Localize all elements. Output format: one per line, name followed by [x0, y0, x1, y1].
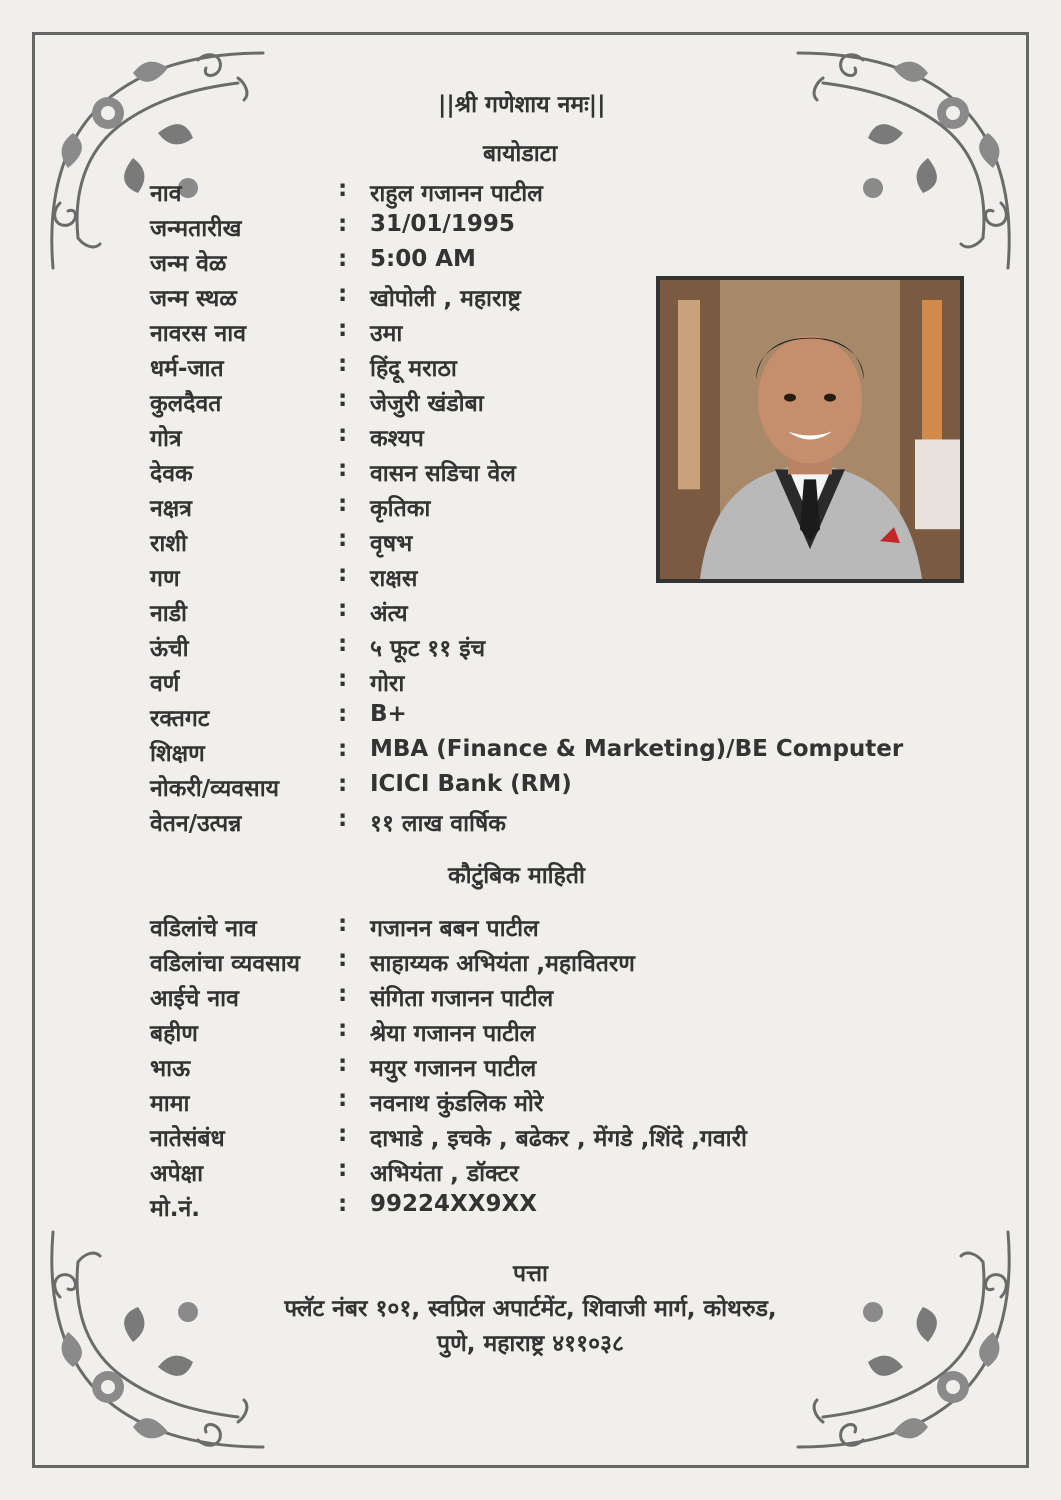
field-separator: : [338, 596, 348, 622]
field-value: गजानन बबन पाटील [370, 916, 539, 942]
field-separator: : [338, 421, 348, 447]
field-separator: : [338, 211, 348, 237]
field-label: गोत्र [150, 426, 182, 452]
field-separator: : [338, 1016, 348, 1042]
field-separator: : [338, 1191, 348, 1217]
field-separator: : [338, 911, 348, 937]
field-label: मामा [150, 1091, 190, 1117]
field-label: जन्मतारीख [150, 216, 242, 242]
field-separator: : [338, 1156, 348, 1182]
field-label: नाव [150, 181, 182, 207]
field-value: जेजुरी खंडोबा [370, 391, 484, 417]
field-value: ५ फूट ११ इंच [370, 636, 486, 662]
field-separator: : [338, 736, 348, 762]
field-value: वासन सडिचा वेल [370, 461, 516, 487]
field-separator: : [338, 946, 348, 972]
field-label: नक्षत्र [150, 496, 192, 522]
address-line-2: पुणे, महाराष्ट्र ४११०३८ [437, 1331, 624, 1357]
field-value: वृषभ [370, 531, 413, 557]
field-label: नातेसंबंध [150, 1126, 225, 1152]
address-title: पत्ता [513, 1261, 548, 1287]
field-label: बहीण [150, 1021, 198, 1047]
field-separator: : [338, 701, 348, 727]
field-separator: : [338, 806, 348, 832]
field-separator: : [338, 281, 348, 307]
field-label: देवक [150, 461, 193, 487]
field-value: B+ [370, 701, 407, 727]
field-separator: : [338, 456, 348, 482]
field-value: कश्यप [370, 426, 424, 452]
field-value: राक्षस [370, 566, 418, 592]
field-label: गण [150, 566, 180, 592]
field-label: आईचे नाव [150, 986, 239, 1012]
field-label: नाडी [150, 601, 187, 627]
field-label: नावरस नाव [150, 321, 246, 347]
field-value: 31/01/1995 [370, 211, 515, 237]
field-label: वडिलांचे नाव [150, 916, 257, 942]
field-separator: : [338, 1121, 348, 1147]
field-label: भाऊ [150, 1056, 191, 1082]
field-label: ऊंची [150, 636, 189, 662]
field-label: नोकरी/व्यवसाय [150, 776, 279, 802]
field-label: धर्म-जात [150, 356, 224, 382]
field-value: उमा [370, 321, 403, 347]
field-label: अपेक्षा [150, 1161, 204, 1187]
field-separator: : [338, 631, 348, 657]
family-info-heading: कौटुंबिक माहिती [448, 863, 585, 889]
field-separator: : [338, 981, 348, 1007]
field-value: नवनाथ कुंडलिक मोरे [370, 1091, 544, 1117]
field-separator: : [338, 561, 348, 587]
field-label: जन्म स्थळ [150, 286, 237, 312]
field-separator: : [338, 1086, 348, 1112]
field-value: ११ लाख वार्षिक [370, 811, 506, 837]
field-value: गोरा [370, 671, 405, 697]
field-value: दाभाडे , इचके , बढेकर , मेंगडे ,शिंदे ,गवारी [370, 1126, 747, 1152]
field-separator: : [338, 351, 348, 377]
field-value: मयुर गजानन पाटील [370, 1056, 537, 1082]
field-separator: : [338, 176, 348, 202]
field-value: खोपोली , महाराष्ट्र [370, 286, 521, 312]
field-separator: : [338, 386, 348, 412]
field-value: कृतिका [370, 496, 431, 522]
invocation-heading: ||श्री गणेशाय नमः|| [438, 92, 606, 118]
field-label: जन्म वेळ [150, 251, 227, 277]
address-line-1: फ्लॅट नंबर १०१, स्वप्रिल अपार्टमेंट, शिवाजी मार्ग, कोथरुड, [284, 1296, 777, 1322]
field-label: वेतन/उत्पन्न [150, 811, 242, 837]
field-label: राशी [150, 531, 187, 557]
field-label: रक्तगट [150, 706, 210, 732]
field-separator: : [338, 316, 348, 342]
field-value: 5:00 AM [370, 246, 476, 272]
field-separator: : [338, 526, 348, 552]
field-separator: : [338, 491, 348, 517]
field-separator: : [338, 771, 348, 797]
field-label: वडिलांचा व्यवसाय [150, 951, 301, 977]
field-value: साहाय्यक अभियंता ,महावितरण [370, 951, 635, 977]
field-separator: : [338, 246, 348, 272]
field-value: अभियंता , डॉक्टर [370, 1161, 519, 1187]
profile-photo [656, 276, 964, 583]
field-value: 99224XX9XX [370, 1191, 537, 1217]
field-value: अंत्य [370, 601, 408, 627]
field-value: श्रेया गजानन पाटील [370, 1021, 536, 1047]
field-value: हिंदू मराठा [370, 356, 457, 382]
field-value: MBA (Finance & Marketing)/BE Computer [370, 736, 904, 762]
field-label: कुलदैवत [150, 391, 222, 417]
field-separator: : [338, 666, 348, 692]
biodata-title: बायोडाटा [483, 141, 558, 167]
field-separator: : [338, 1051, 348, 1077]
field-value: ICICI Bank (RM) [370, 771, 572, 797]
field-label: शिक्षण [150, 741, 205, 767]
field-value: संगिता गजानन पाटील [370, 986, 554, 1012]
field-label: वर्ण [150, 671, 180, 697]
field-value: राहुल गजानन पाटील [370, 181, 543, 207]
field-label: मो.नं. [150, 1196, 200, 1222]
